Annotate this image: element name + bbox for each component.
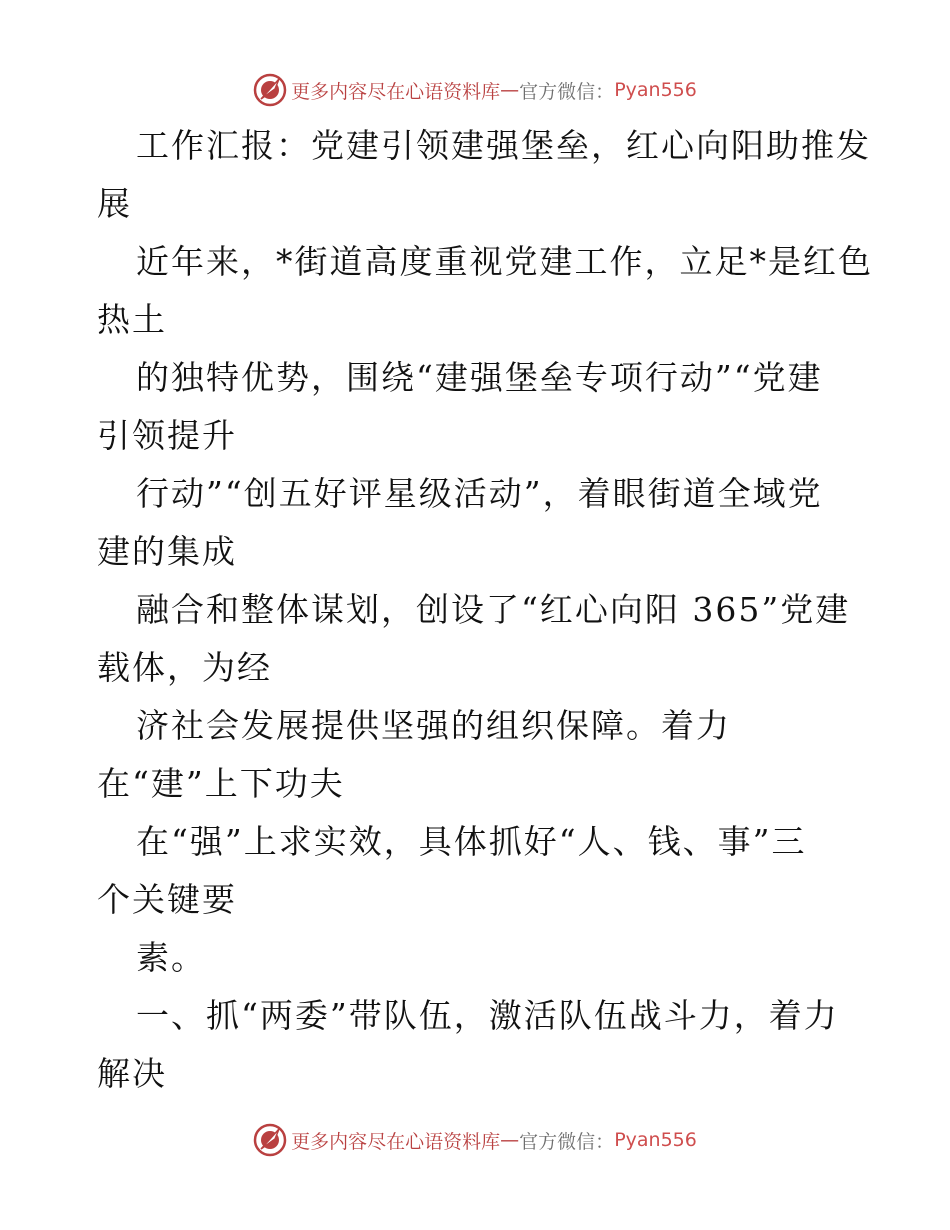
- watermark-id: Pyan556: [614, 1129, 697, 1151]
- watermark-separator: —: [500, 1129, 520, 1151]
- text-line: 解决: [97, 1054, 167, 1093]
- text-line: 济社会发展提供坚强的组织保障。着力: [136, 706, 731, 745]
- document-body: [0, 117, 950, 1103]
- quill-logo-icon: [253, 1123, 287, 1157]
- text-line: 展: [97, 184, 132, 223]
- quill-logo-icon: [253, 73, 287, 107]
- watermark-separator: —: [500, 79, 520, 101]
- header-watermark: [0, 70, 950, 110]
- text-line: 在“建”上下功夫: [97, 764, 345, 803]
- text-line: 的独特优势，围绕“建强堡垒专项行动”“党建: [136, 358, 823, 397]
- text-line: 近年来，*街道高度重视党建工作，立足*是红色: [136, 242, 873, 281]
- text-line: 引领提升: [97, 416, 237, 455]
- watermark-main-text: 更多内容尽在心语资料库: [291, 1130, 501, 1153]
- text-line: 工作汇报：党建引领建强堡垒，红心向阳助推发: [136, 126, 871, 165]
- footer-watermark: [0, 1120, 950, 1160]
- watermark-tag: 官方微信：: [519, 80, 615, 103]
- text-line: 在“强”上求实效，具体抓好“人、钱、事”三: [136, 822, 807, 861]
- text-line: 素。: [136, 938, 206, 977]
- text-line: 个关键要: [97, 880, 237, 919]
- text-line: 行动”“创五好评星级活动”，着眼街道全域党: [136, 474, 823, 513]
- text-line: 热土: [97, 300, 167, 339]
- watermark-tag: 官方微信：: [519, 1130, 615, 1153]
- text-line: 一、抓“两委”带队伍，激活队伍战斗力，着力: [136, 996, 839, 1035]
- text-line: 融合和整体谋划，创设了“红心向阳 365”党建: [136, 590, 851, 629]
- text-line: 建的集成: [97, 532, 237, 571]
- text-line: 载体，为经: [97, 648, 272, 687]
- watermark-main-text: 更多内容尽在心语资料库: [291, 80, 501, 103]
- watermark-id: Pyan556: [614, 79, 697, 101]
